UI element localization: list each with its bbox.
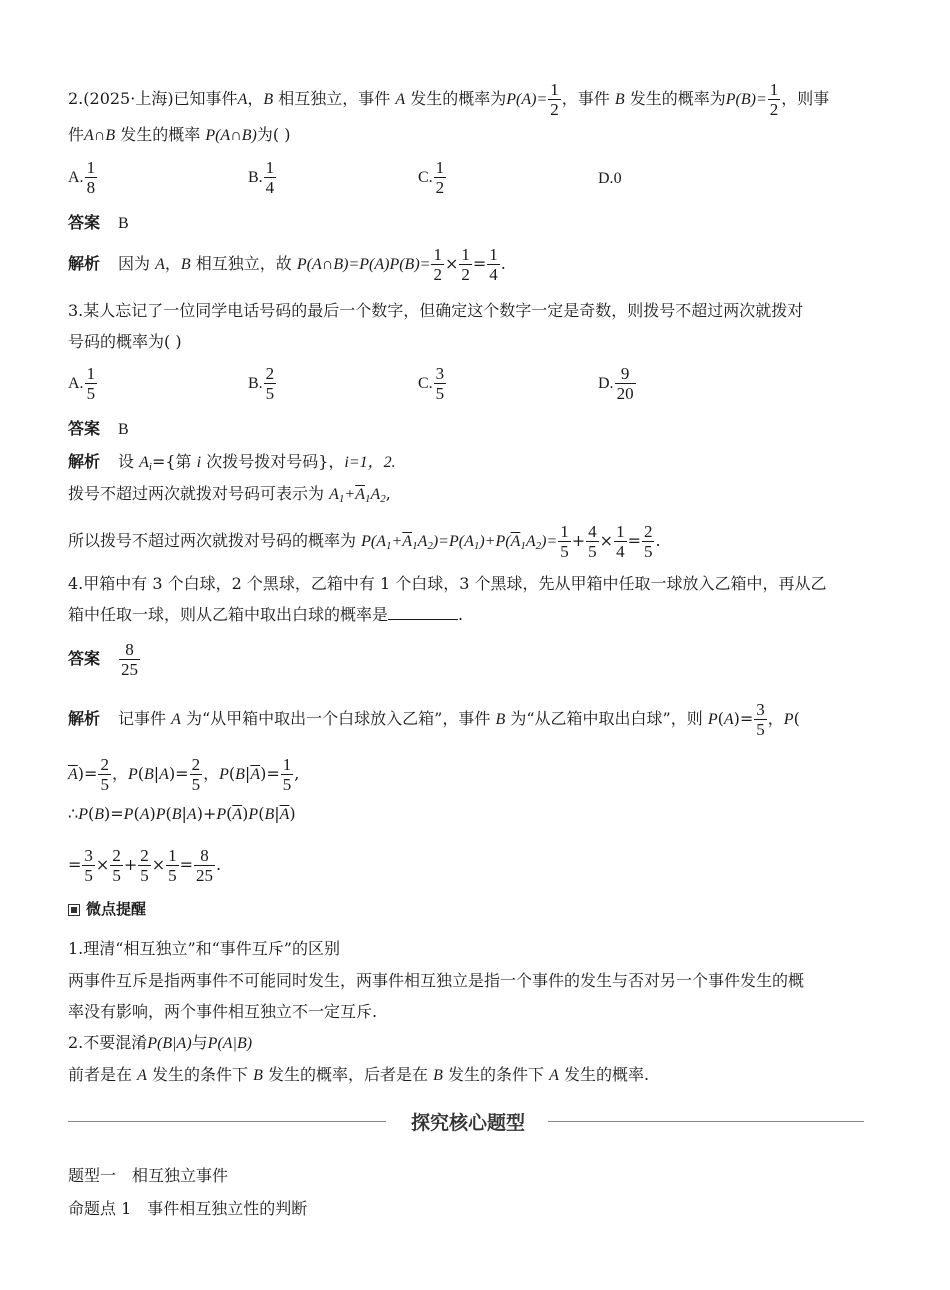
tip-point2-line: 前者是在 A 发生的条件下 B 发生的概率，后者是在 B 发生的条件下 A 发生的概率.: [68, 1065, 650, 1084]
q2-option-b[interactable]: B. $\frac{1}{4}$: [248, 158, 275, 197]
q3-analysis-line2: 拨号不超过两次就拨对号码可表示为 $A_1+\overline{A}_1A_2$,: [68, 484, 391, 505]
type-heading: 题型一 相互独立事件: [68, 1166, 229, 1185]
q3-analysis-line3: 所以拨号不超过两次就拨对号码的概率为 $P(A_1+\overline{A}_1A_2)=P(A_1)+P(\overline{A}_1A_2)=$ $\frac{1}{5}$ + $\frac{4}{5}$ × $\frac{1}{4}$ = $\frac{2}{5}$ .: [68, 522, 661, 561]
section-title: 探究核心题型: [410, 1112, 525, 1134]
q3-analysis-line1: 解析 设 $A_i=${第 i 次拨号拨对号码}，i=1，2.: [68, 452, 396, 473]
tip-point1-line1: 两事件互斥是指两事件不可能同时发生，两事件相互独立是指一个事件的发生与否对另一个事件发生的概: [68, 971, 805, 990]
q2-option-d[interactable]: D.0: [598, 170, 622, 187]
q2-answer: 答案 B: [68, 213, 129, 232]
tip-point2-title: 2.不要混淆P(B|A)与P(A|B): [68, 1033, 253, 1052]
q3-option-c[interactable]: C. $\frac{3}{5}$: [418, 364, 445, 403]
q2-option-c[interactable]: C. $\frac{1}{2}$: [418, 158, 445, 197]
q4-answer: 答案 $\frac{8}{25}$: [68, 640, 139, 679]
q3-answer: 答案 B: [68, 419, 129, 438]
answer-blank[interactable]: [388, 605, 458, 620]
divider-left: [68, 1121, 386, 1122]
q2-analysis: 解析 因为 A，B 相互独立，故 P(A∩B)=P(A)P(B)= $\frac{1}{2}$ × $\frac{1}{2}$ = $\frac{1}{4}$ .: [68, 245, 506, 284]
fraction: $\frac{1}{2}$: [769, 80, 779, 119]
q4-analysis-line2: $\overline{A})=$ $\frac{2}{5}$ ，P(B|A)= $\frac{2}{5}$ ，$P(B|\overline{A})=$ $\frac{1}{5}$ ,: [68, 755, 300, 794]
q3-option-d[interactable]: D. $\frac{9}{20}$: [598, 364, 634, 403]
q4-analysis-line1: 解析 记事件 A 为“从甲箱中取出一个白球放入乙箱”，事件 B 为“从乙箱中取出白球”，则 P(A)= $\frac{3}{5}$ ，P(: [68, 700, 800, 739]
fraction: $\frac{1}{2}$: [550, 80, 559, 119]
point-heading: 命题点 1 事件相互独立性的判断: [68, 1199, 308, 1218]
q3-stem-line2: 号码的概率为( ): [68, 332, 182, 351]
q3-option-a[interactable]: A. $\frac{1}{5}$: [68, 364, 96, 403]
q2-stem-line1: 2.(2025·上海)已知事件A，B 相互独立，事件 A 发生的概率为P(A)= $\frac{1}{2}$ ，事件 B 发生的概率为P(B)= $\frac{1}{2}$ ，则事: [68, 80, 830, 119]
q4-analysis-line4: = $\frac{3}{5}$ × $\frac{2}{5}$ + $\frac{2}{5}$ × $\frac{1}{5}$ = $\frac{8}{25}$ .: [68, 846, 222, 885]
q3-stem-line1: 3.某人忘记了一位同学电话号码的最后一个数字，但确定这个数字一定是奇数，则拨号不超过两次就拨对: [68, 301, 804, 320]
note-icon: [68, 904, 80, 916]
divider-right: [548, 1121, 864, 1122]
tip-point1-title: 1.理清“相互独立”和“事件互斥”的区别: [68, 939, 340, 958]
q4-stem-line1: 4.甲箱中有 3 个白球，2 个黑球，乙箱中有 1 个白球，3 个黑球，先从甲箱中任取一球放入乙箱中，再从乙: [68, 574, 827, 593]
q2-option-a[interactable]: A. $\frac{1}{8}$: [68, 158, 96, 197]
q4-stem-line2: 箱中任取一球，则从乙箱中取出白球的概率是 .: [68, 605, 464, 624]
q4-analysis-line3: $\therefore P(B)=P(A)P(B|A)+P(\overline{A})P(B|\overline{A})$: [68, 804, 296, 823]
tip-point1-line2: 率没有影响，两个事件相互独立不一定互斥.: [68, 1002, 378, 1021]
q3-option-b[interactable]: B. $\frac{2}{5}$: [248, 364, 275, 403]
tip-header: 微点提醒: [68, 898, 882, 920]
q2-stem-line2: 件A∩B 发生的概率 P(A∩B)为( ): [68, 125, 291, 144]
